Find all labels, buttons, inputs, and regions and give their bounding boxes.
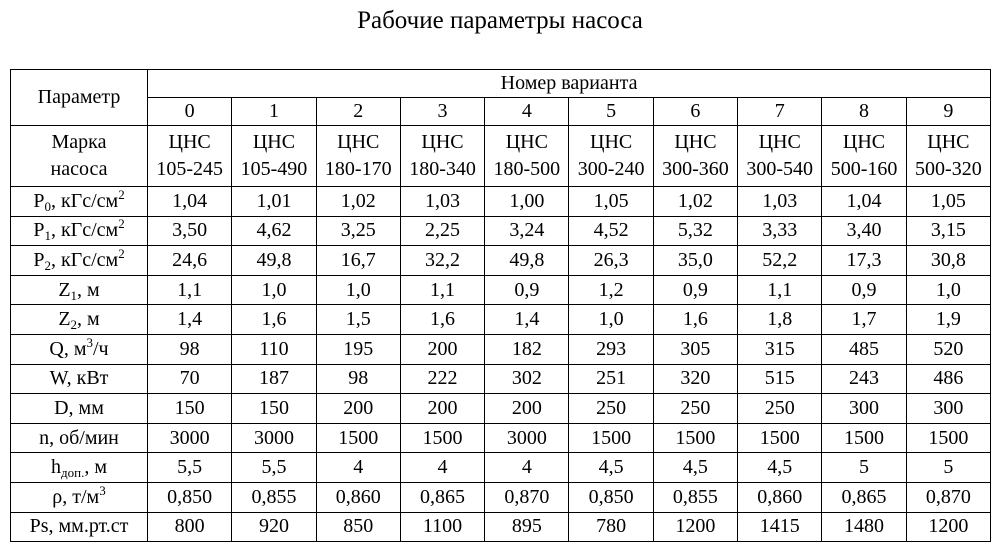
- parameter-symbol: Z: [58, 308, 71, 331]
- parameter-symbol: P: [33, 189, 45, 212]
- table-row: [11, 334, 991, 364]
- value-cell: 0,860: [316, 482, 400, 512]
- value-cell: 5,32: [653, 216, 737, 246]
- value-cell: 1200: [906, 512, 990, 542]
- variant-number-cell: 9: [906, 98, 990, 126]
- pump-brand-prefix: ЦНС: [758, 131, 801, 153]
- brand-label: [11, 126, 148, 187]
- value-cell: 920: [232, 512, 316, 542]
- value-cell: 4: [316, 453, 400, 483]
- pump-brand-prefix: ЦНС: [505, 131, 548, 153]
- parameter-unit-tail: /ч: [92, 337, 109, 360]
- table-row: [11, 187, 991, 217]
- value-cell: 0,9: [653, 275, 737, 305]
- value-cell: 780: [569, 512, 653, 542]
- parameter-subscript: 2: [70, 317, 78, 333]
- pump-brand-prefix: ЦНС: [842, 131, 886, 153]
- value-cell: 1,00: [485, 187, 569, 217]
- value-cell: 3,24: [485, 216, 569, 246]
- value-cell: 0,870: [906, 482, 990, 512]
- value-cell: 4: [400, 453, 484, 483]
- value-cell: 1,8: [738, 305, 822, 335]
- value-cell: 1,04: [148, 187, 232, 217]
- pump-brand-model: 180-340: [409, 158, 476, 180]
- value-cell: 70: [148, 364, 232, 394]
- value-cell: 0,9: [485, 275, 569, 305]
- parameter-superscript: 2: [118, 216, 125, 232]
- parameter-subscript: 2: [44, 257, 51, 273]
- parameter-label: [11, 512, 148, 542]
- value-cell: 3000: [148, 423, 232, 453]
- table-row: [11, 364, 991, 394]
- value-cell: 243: [822, 364, 906, 394]
- value-cell: 4,5: [569, 453, 653, 483]
- pump-brand-cell: [148, 126, 232, 187]
- variant-number-cell: 6: [653, 98, 737, 126]
- parameter-label: [11, 394, 148, 424]
- value-cell: 520: [906, 334, 990, 364]
- pump-brand-model: 105-490: [240, 158, 308, 180]
- value-cell: 1,4: [148, 305, 232, 335]
- pump-brand-model: 300-360: [662, 158, 729, 180]
- value-cell: 3,50: [148, 216, 232, 246]
- variant-number-cell: 8: [822, 98, 906, 126]
- value-cell: 0,850: [148, 482, 232, 512]
- pump-brand-model: 105-245: [156, 158, 223, 180]
- variant-number-cell: 0: [148, 98, 232, 126]
- pump-brand-prefix: ЦНС: [674, 131, 717, 153]
- value-cell: 1415: [738, 512, 822, 542]
- variant-number-cell: 7: [738, 98, 822, 126]
- parameter-unit: , кГс/см: [50, 219, 119, 242]
- parameter-label: [11, 305, 148, 335]
- value-cell: 250: [738, 394, 822, 424]
- pump-brand-model: 300-240: [577, 158, 645, 180]
- pump-brand-cell: [822, 126, 906, 187]
- value-cell: 315: [738, 334, 822, 364]
- value-cell: 1,03: [738, 187, 822, 217]
- pump-brand-prefix: ЦНС: [590, 131, 633, 153]
- parameter-symbol: D, мм: [54, 396, 104, 419]
- value-cell: 4,5: [738, 453, 822, 483]
- pump-brand-cell: [232, 126, 316, 187]
- pump-brand-cell: [738, 126, 822, 187]
- value-cell: 1,0: [569, 305, 653, 335]
- variant-number-cell: 3: [400, 98, 484, 126]
- table-row: [11, 512, 991, 542]
- value-cell: 1,6: [653, 305, 737, 335]
- parameter-symbol: W, кВт: [49, 367, 109, 390]
- value-cell: 0,865: [400, 482, 484, 512]
- value-cell: 5: [822, 453, 906, 483]
- value-cell: 1100: [400, 512, 484, 542]
- value-cell: 800: [148, 512, 232, 542]
- value-cell: 1,0: [232, 275, 316, 305]
- value-cell: 30,8: [906, 246, 990, 276]
- parameter-symbol: Z: [58, 278, 71, 301]
- pump-parameters-table: [10, 69, 991, 542]
- variant-number-cell: 2: [316, 98, 400, 126]
- value-cell: 0,850: [569, 482, 653, 512]
- value-cell: 26,3: [569, 246, 653, 276]
- value-cell: 0,855: [232, 482, 316, 512]
- value-cell: 1,6: [400, 305, 484, 335]
- value-cell: 3000: [232, 423, 316, 453]
- value-cell: 1500: [653, 423, 737, 453]
- value-cell: 300: [822, 394, 906, 424]
- parameter-superscript: 2: [118, 245, 125, 261]
- value-cell: 195: [316, 334, 400, 364]
- pump-brand-cell: [400, 126, 484, 187]
- parameter-label: [11, 364, 148, 394]
- value-cell: 98: [148, 334, 232, 364]
- value-cell: 850: [316, 512, 400, 542]
- pump-brand-cell: [569, 126, 653, 187]
- value-cell: 222: [400, 364, 484, 394]
- value-cell: 150: [148, 394, 232, 424]
- pump-brand-prefix: ЦНС: [252, 131, 296, 153]
- value-cell: 24,6: [148, 246, 232, 276]
- pump-brand-prefix: ЦНС: [927, 131, 970, 153]
- parameter-unit: , кГс/см: [50, 189, 119, 212]
- value-cell: 3,40: [822, 216, 906, 246]
- value-cell: 3000: [485, 423, 569, 453]
- parameter-label: [11, 275, 148, 305]
- value-cell: 200: [316, 394, 400, 424]
- table-row: [11, 423, 991, 453]
- parameter-superscript: 3: [99, 482, 106, 498]
- value-cell: 485: [822, 334, 906, 364]
- value-cell: 250: [569, 394, 653, 424]
- value-cell: 49,8: [232, 246, 316, 276]
- value-cell: 251: [569, 364, 653, 394]
- brand-label-line2: насоса: [50, 158, 108, 180]
- value-cell: 1,7: [822, 305, 906, 335]
- pump-brand-model: 500-160: [830, 158, 898, 180]
- value-cell: 4,52: [569, 216, 653, 246]
- parameter-label: [11, 423, 148, 453]
- value-cell: 1,03: [400, 187, 484, 217]
- value-cell: 32,2: [400, 246, 484, 276]
- value-cell: 1,02: [316, 187, 400, 217]
- value-cell: 1480: [822, 512, 906, 542]
- pump-brand-model: 300-540: [746, 158, 814, 180]
- value-cell: 1500: [316, 423, 400, 453]
- value-cell: 182: [485, 334, 569, 364]
- pump-brand-cell: [485, 126, 569, 187]
- value-cell: 1200: [653, 512, 737, 542]
- value-cell: 1500: [822, 423, 906, 453]
- parameter-symbol: n, об/мин: [39, 426, 119, 449]
- pump-brand-prefix: ЦНС: [421, 131, 464, 153]
- value-cell: 200: [400, 334, 484, 364]
- value-cell: 1,05: [906, 187, 990, 217]
- value-cell: 0,870: [485, 482, 569, 512]
- value-cell: 4,62: [232, 216, 316, 246]
- value-cell: 16,7: [316, 246, 400, 276]
- value-cell: 486: [906, 364, 990, 394]
- parameter-label: [11, 246, 148, 276]
- value-cell: 293: [569, 334, 653, 364]
- table-row: [11, 216, 991, 246]
- brand-label-line1: Марка: [51, 131, 107, 153]
- value-cell: 1,05: [569, 187, 653, 217]
- parameter-symbol: h: [51, 456, 61, 479]
- parameter-subscript: 1: [70, 287, 78, 303]
- value-cell: 1,4: [485, 305, 569, 335]
- parameter-label: [11, 482, 148, 512]
- value-cell: 305: [653, 334, 737, 364]
- value-cell: 1500: [569, 423, 653, 453]
- value-cell: 5: [906, 453, 990, 483]
- pump-brand-model: 180-170: [324, 158, 392, 180]
- value-cell: 1,9: [906, 305, 990, 335]
- value-cell: 150: [232, 394, 316, 424]
- value-cell: 200: [400, 394, 484, 424]
- value-cell: 4,5: [653, 453, 737, 483]
- value-cell: 515: [738, 364, 822, 394]
- value-cell: 1,5: [316, 305, 400, 335]
- value-cell: 5,5: [148, 453, 232, 483]
- parameter-label: [11, 187, 148, 217]
- parameter-subscript: 1: [44, 228, 51, 244]
- parameter-unit: , м: [77, 278, 100, 301]
- parameter-symbol: P: [33, 248, 45, 271]
- value-cell: 110: [232, 334, 316, 364]
- value-cell: 0,9: [822, 275, 906, 305]
- variant-number-cell: 4: [485, 98, 569, 126]
- value-cell: 1,04: [822, 187, 906, 217]
- table-row: [11, 394, 991, 424]
- pump-brand-model: 500-320: [915, 158, 982, 180]
- pump-brand-prefix: ЦНС: [337, 131, 380, 153]
- table-row: [11, 453, 991, 483]
- parameter-superscript: 3: [86, 334, 93, 350]
- value-cell: 1,0: [316, 275, 400, 305]
- value-cell: 0,860: [738, 482, 822, 512]
- value-cell: 1500: [400, 423, 484, 453]
- pump-brand-prefix: ЦНС: [168, 131, 211, 153]
- parameter-superscript: 2: [118, 186, 125, 202]
- value-cell: 1,1: [148, 275, 232, 305]
- value-cell: 895: [485, 512, 569, 542]
- parameter-label: [11, 216, 148, 246]
- parameter-symbol: ρ, т/м: [52, 485, 100, 508]
- parameter-unit: , кГс/см: [50, 248, 119, 271]
- pump-brand-cell: [316, 126, 400, 187]
- value-cell: 1,01: [232, 187, 316, 217]
- value-cell: 187: [232, 364, 316, 394]
- value-cell: 1,0: [906, 275, 990, 305]
- parameter-symbol: P: [33, 219, 45, 242]
- value-cell: 5,5: [232, 453, 316, 483]
- pump-brand-cell: [653, 126, 737, 187]
- value-cell: 1500: [906, 423, 990, 453]
- table-row: [11, 275, 991, 305]
- value-cell: 250: [653, 394, 737, 424]
- table-row: [11, 305, 991, 335]
- value-cell: 200: [485, 394, 569, 424]
- parameter-symbol: Q, м: [49, 337, 87, 360]
- value-cell: 49,8: [485, 246, 569, 276]
- value-cell: 1,2: [569, 275, 653, 305]
- value-cell: 320: [653, 364, 737, 394]
- parameter-header: Параметр: [11, 70, 148, 126]
- value-cell: 1,1: [738, 275, 822, 305]
- value-cell: 52,2: [738, 246, 822, 276]
- value-cell: 1,6: [232, 305, 316, 335]
- variant-number-cell: 5: [569, 98, 653, 126]
- parameter-label: [11, 334, 148, 364]
- value-cell: 1,02: [653, 187, 737, 217]
- value-cell: 17,3: [822, 246, 906, 276]
- value-cell: 35,0: [653, 246, 737, 276]
- value-cell: 300: [906, 394, 990, 424]
- value-cell: 3,15: [906, 216, 990, 246]
- pump-brand-cell: [906, 126, 990, 187]
- value-cell: 4: [485, 453, 569, 483]
- parameter-subscript: доп.: [61, 465, 85, 481]
- value-cell: 0,865: [822, 482, 906, 512]
- table-row: [11, 482, 991, 512]
- page-title: Рабочие параметры насоса: [357, 7, 643, 34]
- value-cell: 3,25: [316, 216, 400, 246]
- pump-brand-model: 180-500: [493, 158, 561, 180]
- value-cell: 1500: [738, 423, 822, 453]
- value-cell: 2,25: [400, 216, 484, 246]
- parameter-unit: , м: [77, 308, 100, 331]
- parameter-subscript: 0: [44, 198, 51, 214]
- value-cell: 302: [485, 364, 569, 394]
- value-cell: 98: [316, 364, 400, 394]
- value-cell: 3,33: [738, 216, 822, 246]
- value-cell: 1,1: [400, 275, 484, 305]
- table-row: [11, 246, 991, 276]
- value-cell: 0,855: [653, 482, 737, 512]
- variant-number-cell: 1: [232, 98, 316, 126]
- parameter-symbol: Ps, мм.рт.ст: [29, 515, 129, 538]
- parameter-unit: , м: [84, 456, 107, 479]
- variant-number-header: Номер варианта: [148, 70, 991, 98]
- parameter-label: [11, 453, 148, 483]
